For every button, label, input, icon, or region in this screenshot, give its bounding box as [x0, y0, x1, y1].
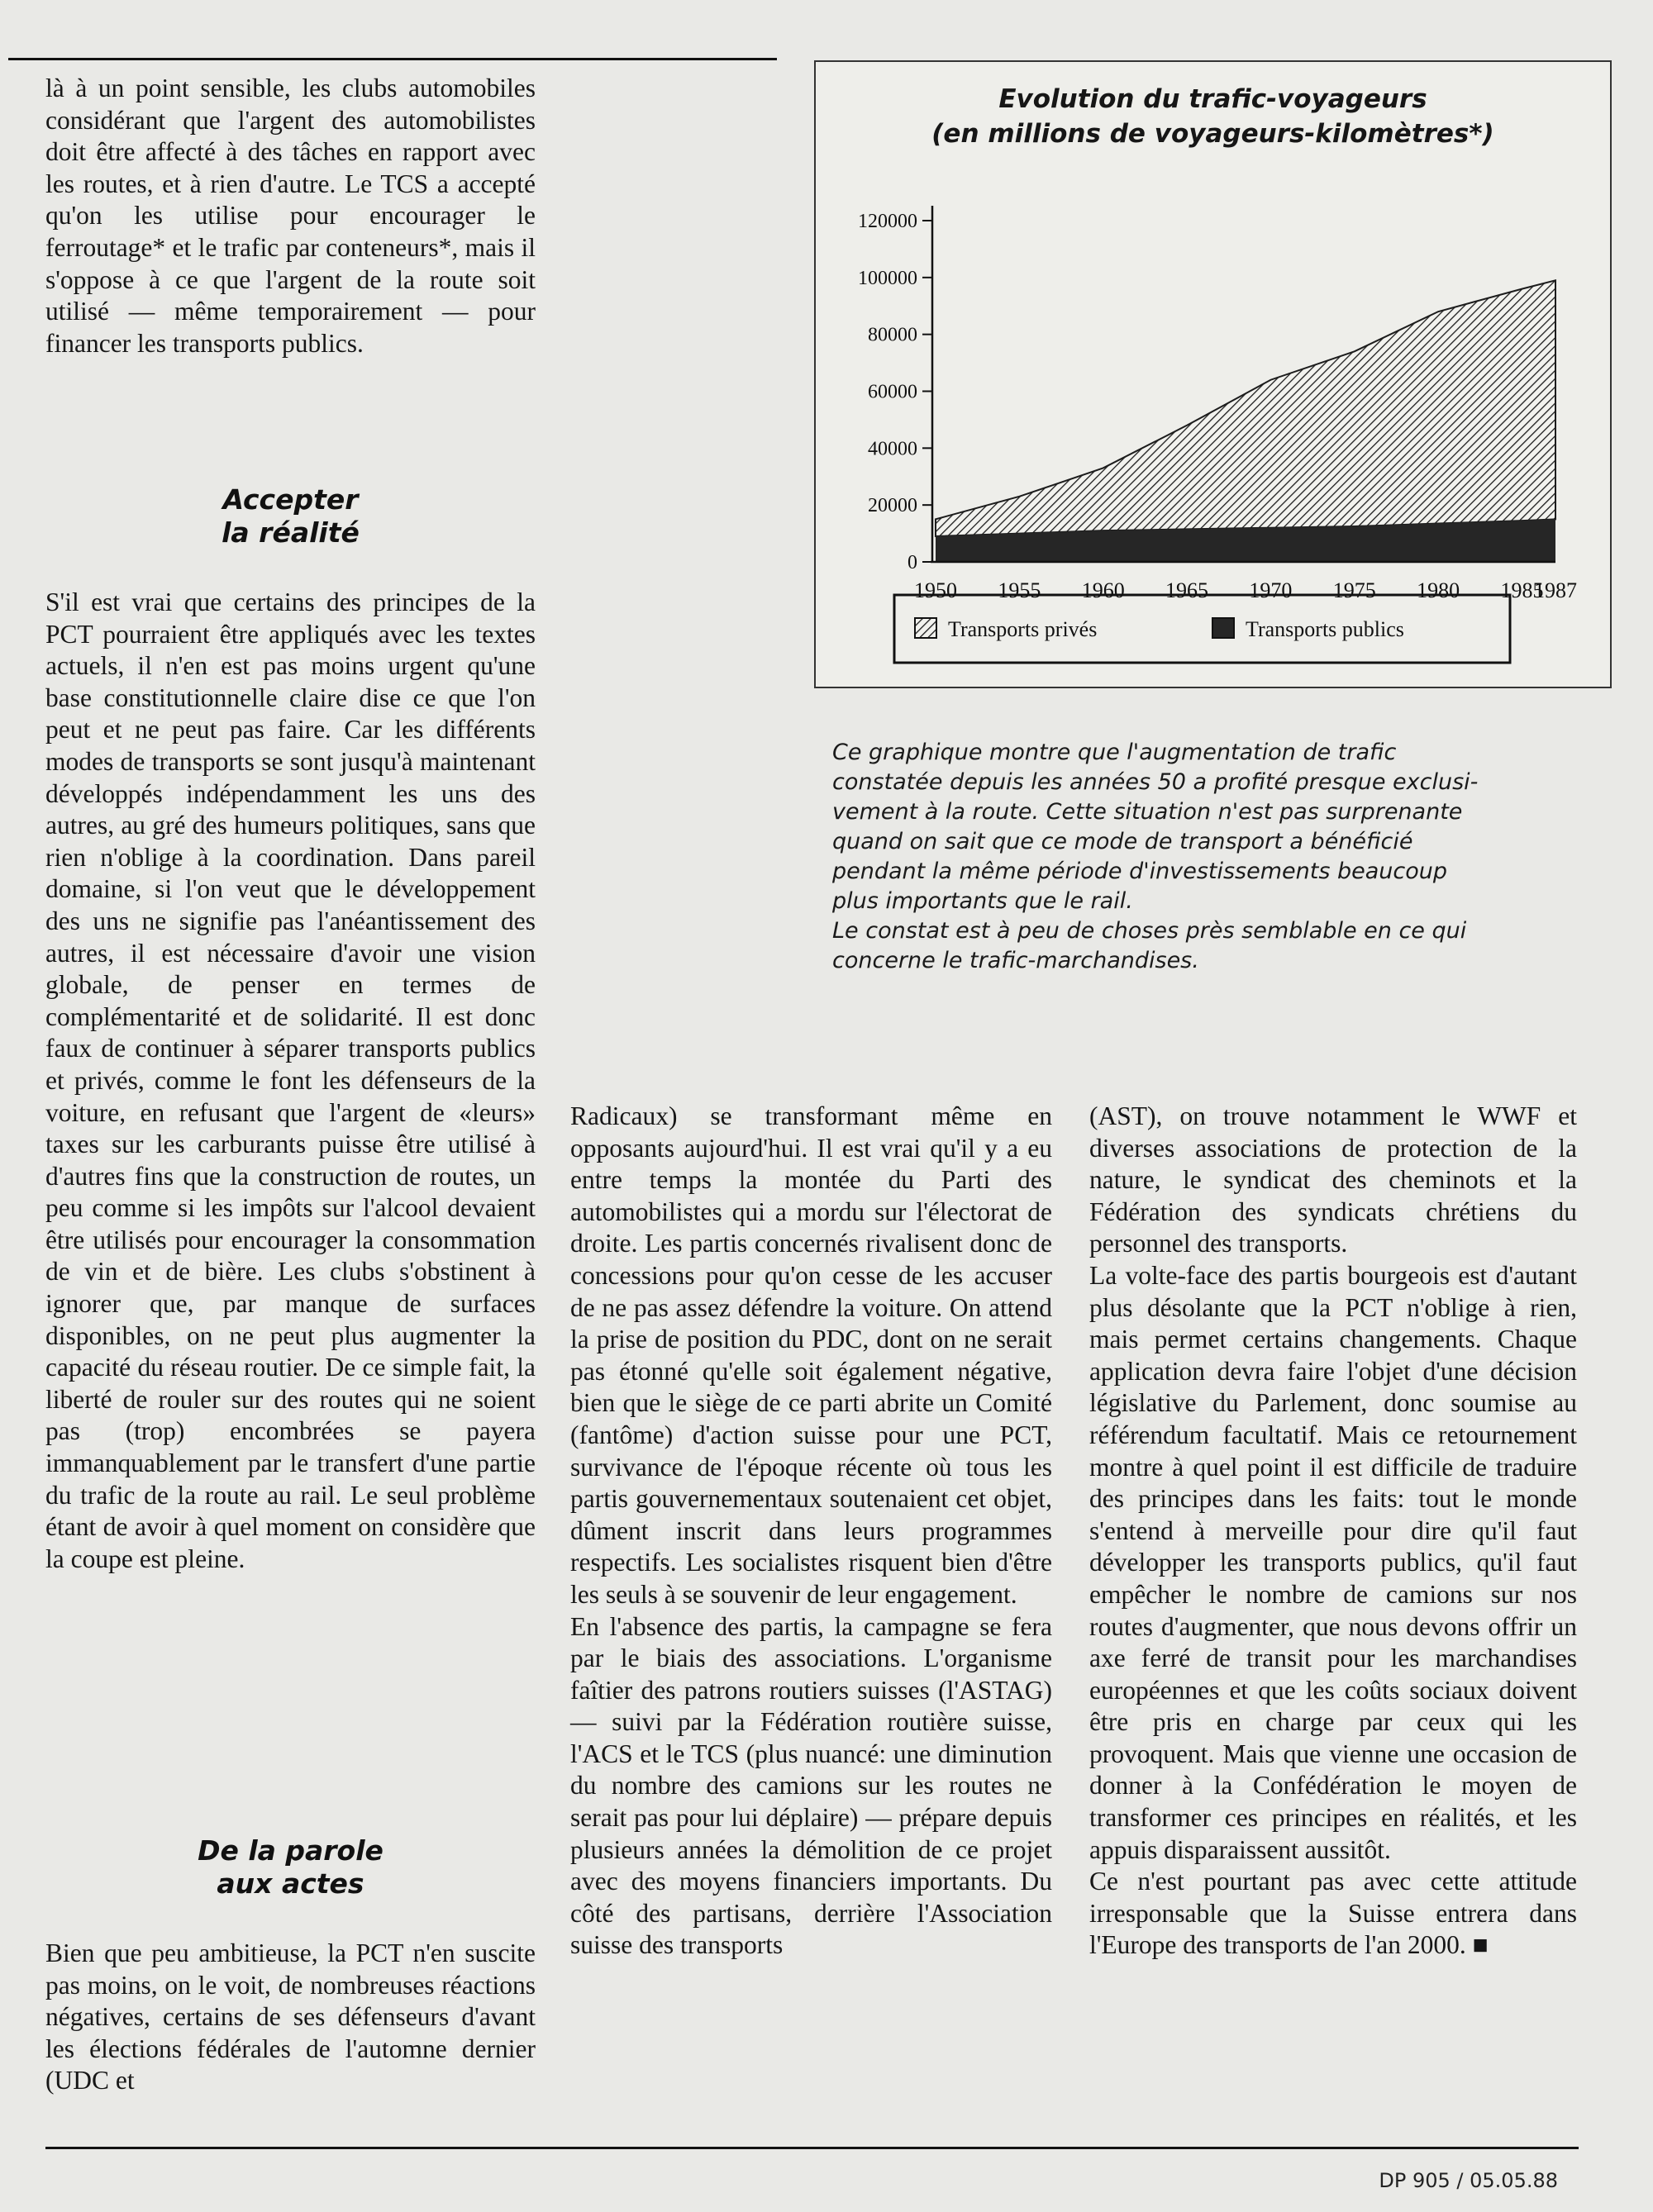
caption-line: concerne le trafic-marchandises.	[832, 948, 1199, 973]
legend-label: Transports privés	[948, 617, 1098, 641]
y-tick-label: 100000	[858, 267, 917, 289]
heading-2-line-1: De la parole	[198, 1834, 383, 1867]
column-3-paragraph: Ce n'est pourtant pas avec cette attitude irresponsable que la Suisse entrera dans l'Europe des transports de l'an 2000. ■	[1089, 1867, 1577, 1960]
column-3-paragraph: La volte-face des partis bourgeois est d'autant plus désolante que la PCT n'oblige à rien, mais permet certains changements. Chaque application devra faire l'objet d'une décision législative du Parlement, donc soumise au référendum facultatif. Mais ce retournement montre à quel point il est difficile de traduire des principes dans les faits: tout le monde s'entend à merveille pour dire qu'il faut développer les transports publics, qu'il faut empêcher le nombre de camions sur nos routes d'augmenter, que nous devons offrir un axe ferré de transit pour les marchandises européennes et que les coûts sociaux doivent être pris en charge par ceux qui les provoquent. Mais que vienne une occasion de donner à la Confédération le moyen de transformer ces principes en réalités, et les appuis disparaissent aussitôt.	[1089, 1260, 1577, 1864]
legend-swatch	[1212, 618, 1234, 638]
chart-caption	[832, 738, 1580, 976]
caption-line: constatée depuis les années 50 a profité presque exclusi-	[832, 769, 1479, 795]
bottom-rule	[45, 2147, 1579, 2149]
y-tick-label: 0	[907, 552, 917, 573]
column-1-bottom-text	[45, 1938, 536, 2097]
x-tick-label: 1985	[1500, 578, 1544, 602]
caption-line: Le constat est à peu de choses près semblable en ce qui	[832, 918, 1467, 944]
column-3-text	[1089, 1101, 1577, 1962]
chart-panel	[814, 60, 1612, 688]
x-tick-label: 1987	[1534, 578, 1577, 602]
heading-1-line-1: Accepter	[222, 483, 359, 516]
heading-de-la-parole-aux-actes	[45, 1834, 536, 1900]
column-2-paragraph: En l'absence des partis, la campagne se fera par le biais des associations. L'organisme faîtier des patrons routiers suisses (l'ASTAG) — suivi par la Fédération routière suisse, l'ACS et le TCS (plus nuancé: une diminution du nombre des camions sur les routes ne serait pas pour lui déplaire) — prépare depuis plusieurs années la démolition de ce projet avec des moyens financiers importants. Du côté des partisans, derrière l'Association suisse des transports	[570, 1611, 1052, 1960]
x-tick-label: 1965	[1165, 578, 1209, 602]
column-1-middle-text	[45, 587, 536, 1575]
x-tick-label: 1950	[914, 578, 957, 602]
column-1-middle-paragraph: S'il est vrai que certains des principes de la PCT pourraient être appliqués avec les textes actuels, il n'en est pas moins urgent qu'une base constitutionnelle claire dise ce que l'on peut et ne peut pas faire. Car les différents modes de transports se sont jusqu'à maintenant développés indépendamment les uns des autres, au gré des humeurs politiques, sans que rien n'oblige à la coordination. Dans pareil domaine, si l'on veut que le développement des uns ne signifie pas l'anéantissement des autres, il est nécessaire d'avoir une vision globale, de penser en termes de complémentarité et de solidarité. Il est donc faux de continuer à séparer transports publics et privés, comme le font les défenseurs de la voiture, en refusant que l'argent de «leurs» taxes sur les carburants puisse être utilisé à d'autres fins que la construction de routes, un peu comme si les impôts sur l'alcool devaient être utilisés pour encourager la consommation de vin et de bière. Les clubs s'obstinent à ignorer que, par manque de surfaces disponibles, on ne peut plus augmenter la capacité du réseau routier. De ce simple fait, la liberté de rouler sur des routes qui ne soient pas (trop) encombrées se payera immanquablement par le transfert d'une partie du trafic de la route au rail. Le seul problème étant de avoir à quel moment on considère que la coupe est pleine.	[45, 587, 536, 1573]
caption-line: quand on sait que ce mode de transport a bénéficié	[832, 829, 1413, 854]
column-1-bottom-paragraph: Bien que peu ambitieuse, la PCT n'en suscite pas moins, on le voit, de nombreuses réactions négatives, certains de ses défenseurs d'avant les élections fédérales de l'automne dernier (UDC et	[45, 1938, 536, 2095]
caption-line: plus importants que le rail.	[832, 888, 1133, 914]
y-tick-label: 60000	[868, 381, 917, 403]
x-tick-label: 1960	[1081, 578, 1125, 602]
x-tick-label: 1970	[1249, 578, 1293, 602]
legend-label: Transports publics	[1246, 617, 1404, 641]
y-tick-label: 40000	[868, 438, 917, 460]
y-tick-label: 80000	[868, 324, 917, 346]
heading-accepter-la-realite	[45, 483, 536, 549]
page-footer: DP 905 / 05.05.88	[1379, 2169, 1558, 2192]
column-3-paragraph: (AST), on trouve notamment le WWF et diverses associations de protection de la nature, le syndicat des cheminots et la Fédération des syndicats chrétiens du personnel des transports.	[1089, 1101, 1577, 1258]
heading-1-line-2: la réalité	[222, 516, 360, 549]
column-2-paragraph: Radicaux) se transformant même en opposants aujourd'hui. Il est vrai qu'il y a eu entre temps la montée du Parti des automobilistes qui a mordu sur l'électorat de droite. Les partis concernés rivalisent donc de concessions pour qu'on cesse de les accuser de ne pas assez défendre la voiture. On attend la prise de position du PDC, dont on ne serait pas étonné qu'elle soit également négative, bien que le siège de ce parti abrite un Comité (fantôme) d'action suisse pour une PCT, survivance de l'époque récente où tous les partis gouvernementaux soutenaient cet objet, dûment inscrit dans leurs programmes respectifs. Les socialistes risquent bien d'être les seuls à se souvenir de leur engagement.	[570, 1101, 1052, 1609]
caption-line: Ce graphique montre que l'augmentation de trafic	[832, 740, 1397, 765]
y-tick-label: 20000	[868, 495, 917, 517]
heading-2-line-2: aux actes	[217, 1867, 364, 1900]
area-transports-prives	[936, 280, 1555, 536]
top-rule	[8, 58, 777, 60]
column-1-top-paragraph: là à un point sensible, les clubs automobiles considérant que l'argent des automobilistes doit être affecté à des tâches en rapport avec les routes, et à rien d'autre. Le TCS a accepté qu'on les utilise pour encourager le ferroutage* et le trafic par conteneurs*, mais il s'oppose à ce que l'argent de la route soit utilisé — même temporairement — pour financer les transports publics.	[45, 74, 536, 358]
legend-swatch	[915, 618, 936, 638]
traffic-area-chart	[816, 62, 1610, 687]
caption-line: vement à la route. Cette situation n'est pas surprenante	[832, 799, 1463, 825]
caption-line: pendant la même période d'investissements beaucoup	[832, 859, 1448, 884]
chart-title-line-2: (en millions de voyageurs-kilomètres*)	[931, 119, 1494, 149]
chart-title-line-1: Evolution du trafic-voyageurs	[998, 84, 1427, 114]
column-1-top-text	[45, 73, 536, 359]
y-tick-label: 120000	[858, 211, 917, 232]
x-tick-label: 1980	[1417, 578, 1460, 602]
x-tick-label: 1955	[998, 578, 1041, 602]
x-tick-label: 1975	[1332, 578, 1376, 602]
column-2-text	[570, 1101, 1052, 1962]
